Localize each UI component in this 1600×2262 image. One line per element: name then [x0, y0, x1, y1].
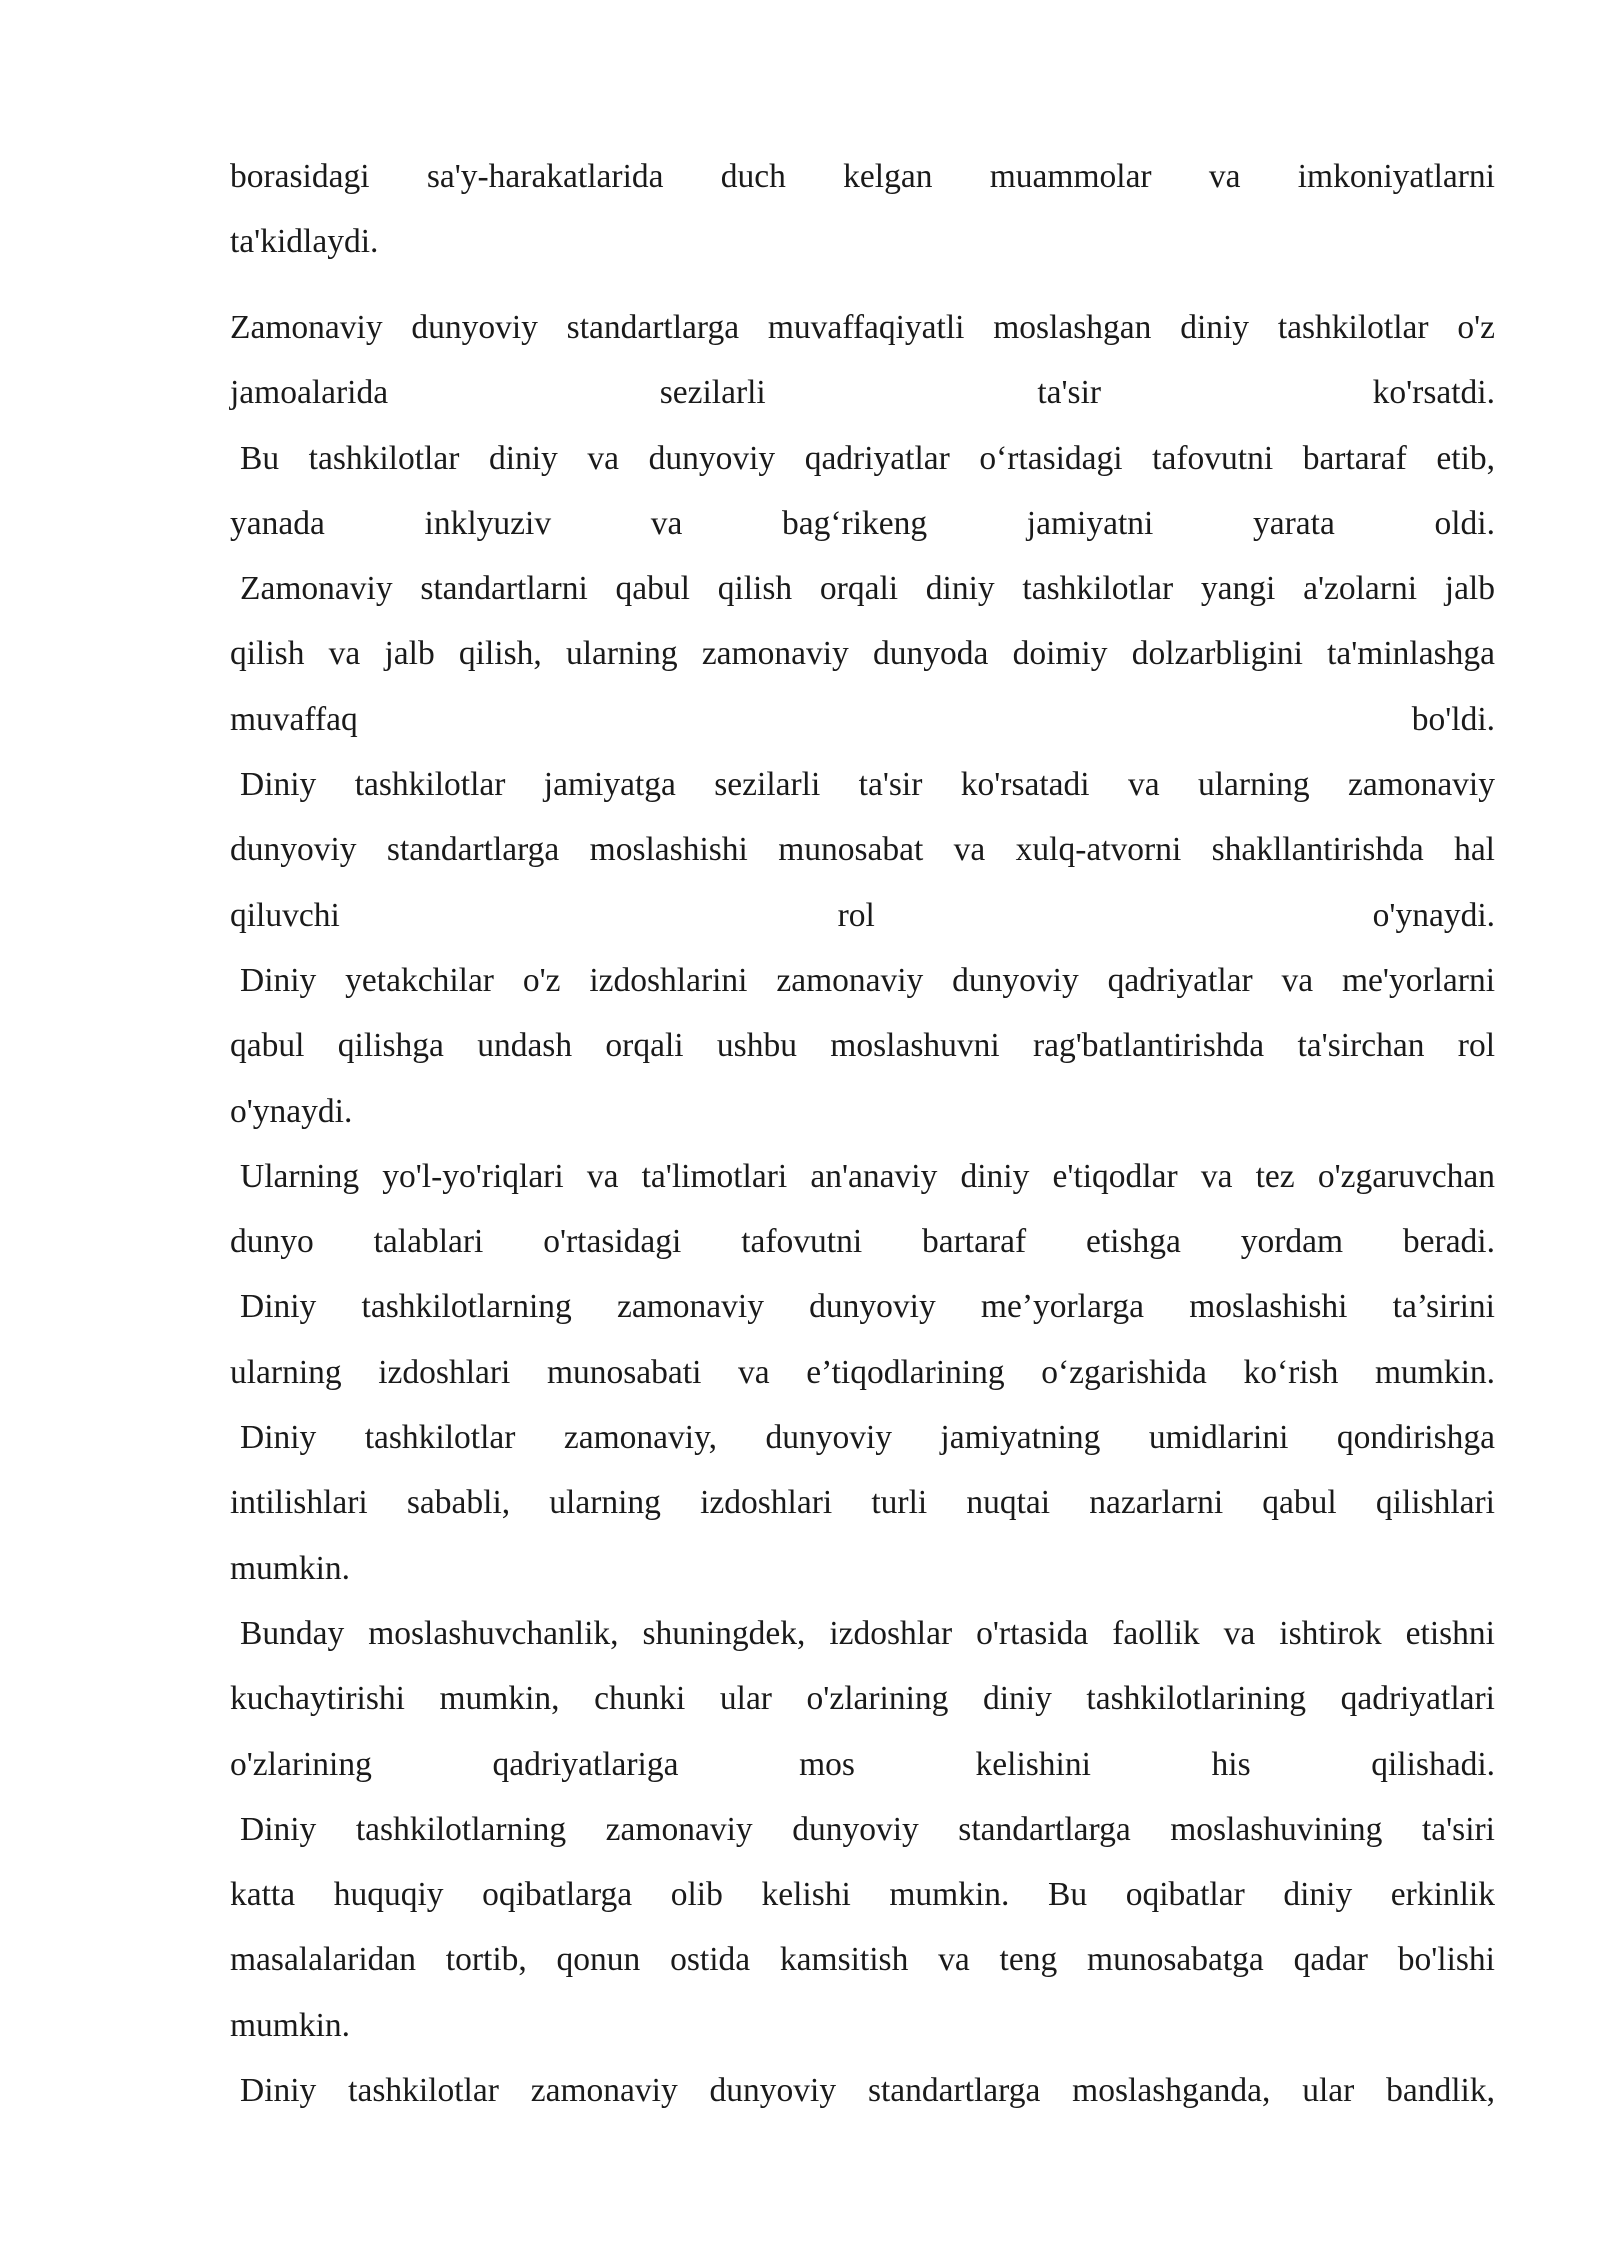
text-line: dunyoviy standartlarga moslashishi munosabat va xulq-atvorni shakllantirishda hal [230, 831, 1495, 869]
text-line: masalalaridan tortib, qonun ostida kamsitish va teng munosabatga qadar bo'lishi [230, 1941, 1495, 1979]
text-line: mumkin. [230, 1549, 351, 1587]
text-line: Zamonaviy dunyoviy standartlarga muvaffaqiyatli moslashgan diniy tashkilotlar o'z [230, 309, 1495, 346]
text-line: kuchaytirishi mumkin, chunki ular o'zlarining diniy tashkilotlarining qadriyatlari [230, 1680, 1495, 1718]
text-line: muvaffaq bo'ldi. [230, 700, 1495, 738]
text-line: qiluvchi rol o'ynaydi. [230, 896, 1495, 934]
text-line: borasidagi sa'y-harakatlarida duch kelgan muammolar va imkoniyatlarni [230, 158, 1495, 195]
text-line: Bunday moslashuvchanlik, shuningdek, izdoshlar o'rtasida faollik va ishtirok etishni [240, 1614, 1495, 1652]
body-text [230, 295, 1495, 2123]
text-line: Diniy tashkilotlarning zamonaviy dunyoviy standartlarga moslashuvining ta'siri [240, 1810, 1495, 1848]
text-line: mumkin. [230, 2006, 351, 2044]
text-line: Ularning yo'l-yo'riqlari va ta'limotlari an'anaviy diniy e'tiqodlar va tez o'zgaruvchan [240, 1157, 1495, 1195]
text-line: yanada inklyuziv va bag‘rikeng jamiyatni yarata oldi. [230, 504, 1495, 542]
text-line: Diniy tashkilotlar jamiyatga sezilarli ta'sir ko'rsatadi va ularning zamonaviy [240, 766, 1495, 804]
text-line: Diniy yetakchilar o'z izdoshlarini zamonaviy dunyoviy qadriyatlar va me'yorlarni [240, 961, 1495, 999]
text-line: Diniy tashkilotlar zamonaviy, dunyoviy jamiyatning umidlarini qondirishga [240, 1419, 1495, 1457]
text-line: ta'kidlaydi. [230, 223, 379, 261]
text-line: o'ynaydi. [230, 1092, 353, 1130]
text-line: Diniy tashkilotlarning zamonaviy dunyoviy me’yorlarga moslashishi ta’sirini [240, 1288, 1495, 1326]
text-line: Diniy tashkilotlar zamonaviy dunyoviy standartlarga moslashganda, ular bandlik, [240, 2072, 1495, 2110]
text-line: Bu tashkilotlar diniy va dunyoviy qadriyatlar o‘rtasidagi tafovutni bartaraf etib, [240, 439, 1495, 477]
text-line: qabul qilishga undash orqali ushbu moslashuvni rag'batlantirishda ta'sirchan rol [230, 1027, 1495, 1065]
text-line: ularning izdoshlari munosabati va e’tiqodlarining o‘zgarishida ko‘rish mumkin. [230, 1353, 1495, 1391]
paragraph-continuation [230, 144, 1495, 275]
text-line: jamoalarida sezilarli ta'sir ko'rsatdi. [230, 374, 1495, 412]
text-line: intilishlari sababli, ularning izdoshlari turli nuqtai nazarlarni qabul qilishlari [230, 1484, 1495, 1522]
text-line: Zamonaviy standartlarni qabul qilish orqali diniy tashkilotlar yangi a'zolarni jalb [240, 570, 1495, 608]
text-line: dunyo talablari o'rtasidagi tafovutni bartaraf etishga yordam beradi. [230, 1223, 1495, 1261]
text-line: o'zlarining qadriyatlariga mos kelishini his qilishadi. [230, 1745, 1495, 1783]
text-line: katta huquqiy oqibatlarga olib kelishi mumkin. Bu oqibatlar diniy erkinlik [230, 1876, 1495, 1914]
text-line: qilish va jalb qilish, ularning zamonaviy dunyoda doimiy dolzarbligini ta'minlashga [230, 635, 1495, 673]
